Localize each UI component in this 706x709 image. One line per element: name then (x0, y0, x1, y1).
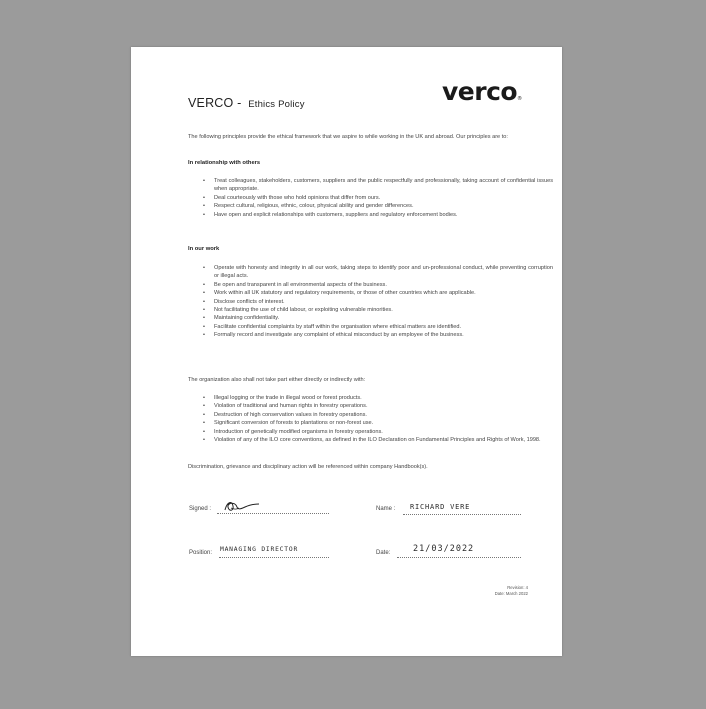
logo-registered-mark: ® (517, 96, 522, 102)
list-item: • Not facilitating the use of child labour, or exploiting vulnerable minorities. (214, 306, 553, 314)
work-list (188, 264, 553, 340)
list-item: • Work within all UK statutory and regulatory requirements, or those of other countries which are applicable. (214, 289, 553, 297)
signed-label: Signed : (189, 506, 212, 512)
closing-paragraph: Discrimination, grievance and disciplinary action will be referenced within company Handbook(s). (188, 464, 428, 470)
document-page (131, 47, 562, 656)
revision-date: Date: March 2022 (494, 590, 528, 596)
restrictions-list (188, 394, 553, 444)
section-heading-relationships: In relationship with others (188, 160, 261, 166)
revision-number: Revision: 4 (507, 585, 528, 590)
list-item: • Illegal logging or the trade in illegal wood or forest products. (214, 394, 553, 402)
list-item: • Destruction of high conservation values in forestry operations. (214, 411, 553, 419)
name-value: RICHARD VERE (410, 503, 471, 511)
relationships-list (188, 177, 553, 219)
list-item: • Maintaining confidentiality. (214, 314, 553, 322)
list-item: • Significant conversion of forests to plantations or non-forest use. (214, 419, 553, 427)
list-item: • Have open and explicit relationships with customers, suppliers and regulatory enforcement bodies. (214, 211, 553, 219)
position-value: MANAGING DIRECTOR (220, 546, 299, 553)
list-item: • Introduction of genetically modified organisms in forestry operations. (214, 428, 553, 436)
document-subtitle: Ethics Policy (248, 99, 305, 110)
name-line (403, 514, 521, 515)
restrictions-intro: The organization also shall not take part either directly or indirectly with: (188, 377, 366, 383)
list-item: • Formally record and investigate any complaint of ethical misconduct by an employee of the business. (214, 331, 553, 339)
list-item: • Facilitate confidential complaints by staff within the organisation where ethical matters are identified. (214, 323, 553, 331)
list-item: • Violation of traditional and human rights in forestry operations. (214, 402, 553, 410)
list-item: • Treat colleagues, stakeholders, customers, suppliers and the public respectfully and professionally, taking account of confidential issues when appropriate. (214, 177, 553, 194)
document-title (188, 96, 305, 110)
position-line (219, 557, 329, 558)
list-item: • Disclose conflicts of interest. (214, 298, 553, 306)
list-item: • Deal courteously with those who hold opinions that differ from ours. (214, 194, 553, 202)
verco-logo (442, 77, 522, 106)
logo-text: verco (442, 77, 518, 106)
document-title-text: VERCO - (188, 96, 242, 110)
list-item: • Be open and transparent in all environmental aspects of the business. (214, 281, 553, 289)
name-label: Name : (376, 506, 396, 512)
date-label: Date: (376, 550, 391, 556)
intro-paragraph: The following principles provide the ethical framework that we aspire to while working in the UK and abroad. Our principles are to: (188, 134, 508, 140)
date-value: 21/03/2022 (413, 544, 475, 554)
list-item: • Respect cultural, religious, ethnic, colour, physical ability and gender differences. (214, 202, 553, 210)
list-item: • Operate with honesty and integrity in all our work, taking steps to identify poor and un-professional conduct, while preventing corruption or illegal acts. (214, 264, 553, 281)
date-line (397, 557, 521, 558)
handwritten-signature (223, 498, 261, 514)
section-heading-work: In our work (188, 246, 220, 252)
position-label: Position: (189, 550, 213, 556)
revision-info (495, 585, 528, 596)
list-item: • Violation of any of the ILO core conventions, as defined in the ILO Declaration on Fundamental Principles and Rights of Work, 1998. (214, 436, 553, 444)
